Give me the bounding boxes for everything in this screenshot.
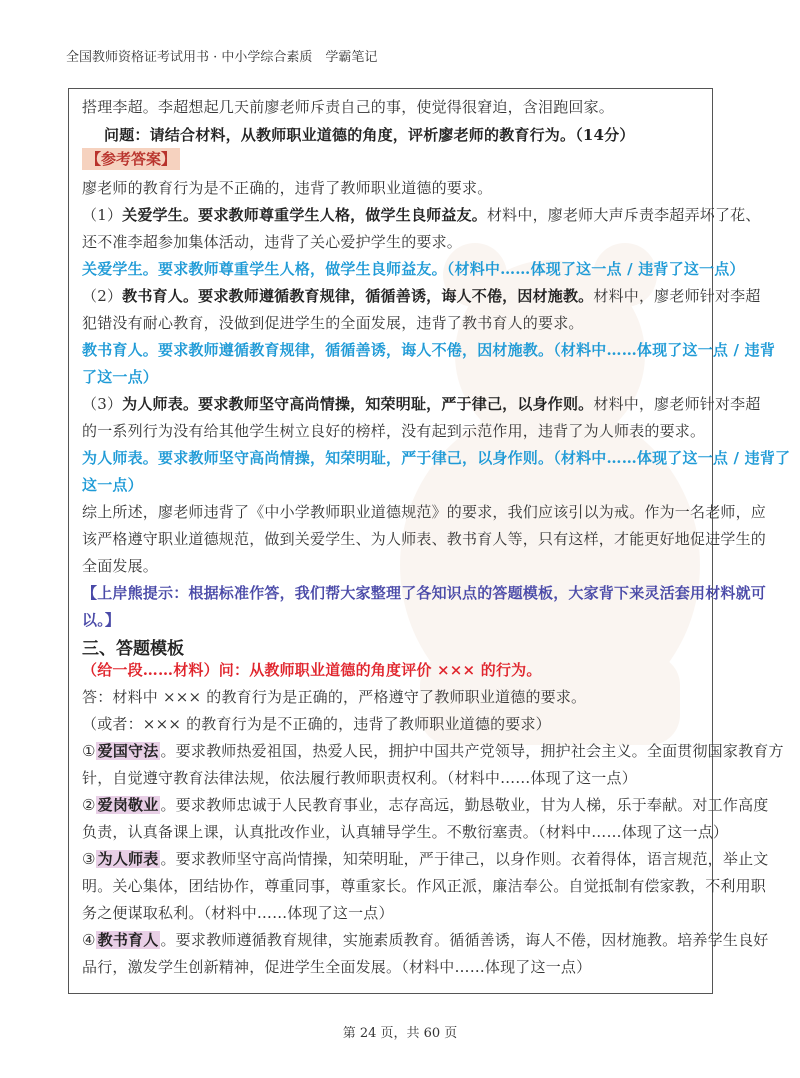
page-header: 全国教师资格证考试用书 · 中小学综合素质 学霸笔记 — [66, 50, 378, 65]
point-bold: 为人师表。要求教师坚守高尚情操，知荣明耻，严于律己，以身作则。 — [122, 395, 594, 413]
item-4-cont: 品行，激发学生创新精神，促进学生全面发展。（材料中……体现了这一点） — [82, 958, 592, 976]
point-2 — [82, 286, 761, 306]
item-num: ③ — [82, 850, 96, 868]
item-label: 教书育人 — [97, 931, 159, 949]
item-1-cont: 针，自觉遵守教育法律法规，依法履行教师职责权利。（材料中……体现了这一点） — [82, 769, 637, 787]
item-label: 爱国守法 — [97, 742, 159, 760]
item-label: 爱岗敬业 — [97, 796, 159, 814]
point-2-template: 教书育人。要求教师遵循教育规律，循循善诱，诲人不倦，因材施教。（材料中……体现了这一点 / 违背 — [82, 341, 776, 359]
item-num: ④ — [82, 931, 96, 949]
point-3-template-cont: 这一点） — [82, 476, 143, 494]
item-2 — [82, 795, 768, 815]
point-num: （2） — [82, 287, 123, 305]
item-2-cont: 负责，认真备课上课，认真批改作业，认真辅导学生。不敷衍塞责。（材料中……体现了这一点） — [82, 823, 729, 841]
point-num: （3） — [82, 395, 123, 413]
verdict-text: 廖老师的教育行为是不正确的，违背了教师职业道德的要求。 — [82, 179, 493, 197]
tip-line-1: 【上岸熊提示：根据标准作答，我们帮大家整理了各知识点的答题模板，大家背下来灵活套用材料就可 — [82, 584, 767, 602]
point-2-cont: 犯错没有耐心教育，没做到促进学生的全面发展，违背了教书育人的要求。 — [82, 314, 584, 332]
item-text: 。要求教师忠诚于人民教育事业，志存高远，勤恳敬业，甘为人梯，乐于奉献。对工作高度 — [160, 796, 769, 814]
point-text: 材料中，廖老师针对李超 — [593, 395, 761, 413]
page-number: 第 24 页，共 60 页 — [342, 1026, 458, 1041]
point-2-template-cont: 了这一点） — [82, 368, 159, 386]
point-1-cont: 还不准李超参加集体活动，违背了关心爱护学生的要求。 — [82, 233, 463, 251]
point-3-cont: 的一系列行为没有给其他学生树立良好的榜样，没有起到示范作用，违背了为人师表的要求。 — [82, 422, 706, 440]
point-text: 材料中，廖老师针对李超 — [593, 287, 761, 305]
point-bold: 关爱学生。要求教师尊重学生人格，做学生良师益友。 — [122, 206, 487, 224]
summary-line-3: 全面发展。 — [82, 557, 159, 575]
item-num: ② — [82, 796, 96, 814]
summary-line-1: 综上所述，廖老师违背了《中小学教师职业道德规范》的要求，我们应该引以为戒。作为一名老师，应 — [82, 503, 767, 521]
point-text: 材料中，廖老师大声斥责李超弄坏了花、 — [486, 206, 761, 224]
item-4 — [82, 930, 768, 950]
item-label: 为人师表 — [97, 850, 159, 868]
item-num: ① — [82, 742, 96, 760]
item-text: 。要求教师坚守高尚情操，知荣明耻，严于律己，以身作则。衣着得体，语言规范，举止文 — [160, 850, 769, 868]
tip-line-2: 以。】 — [82, 611, 121, 629]
point-1 — [82, 205, 761, 225]
item-3 — [82, 849, 768, 869]
template-answer-alt: （或者：××× 的教育行为是不正确的，违背了教师职业道德的要求） — [82, 715, 551, 733]
point-3-template: 为人师表。要求教师坚守高尚情操，知荣明耻，严于律己，以身作则。（材料中……体现了这一点 / 违背了 — [82, 449, 791, 467]
template-answer: 答：材料中 ××× 的教育行为是正确的，严格遵守了教师职业道德的要求。 — [82, 688, 587, 706]
material-text: 搭理李超。李超想起几天前廖老师斥责自己的事，使觉得很窘迫，含泪跑回家。 — [82, 98, 615, 116]
point-bold: 教书育人。要求教师遵循教育规律，循循善诱，诲人不倦，因材施教。 — [122, 287, 594, 305]
answer-tag: 【参考答案】 — [82, 148, 180, 170]
template-question: （给一段……材料）问：从教师职业道德的角度评价 ××× 的行为。 — [82, 661, 542, 679]
item-1 — [82, 741, 784, 761]
section-title: 三、答题模板 — [82, 639, 184, 659]
item-3-cont-2: 务之便谋取私利。（材料中……体现了这一点） — [82, 904, 394, 922]
summary-line-2: 该严格遵守职业道德规范，做到关爱学生、为人师表、教书育人等，只有这样，才能更好地促进学生的 — [82, 530, 767, 548]
item-text: 。要求教师遵循教育规律，实施素质教育。循循善诱，诲人不倦，因材施教。培养学生良好 — [160, 931, 769, 949]
point-num: （1） — [82, 206, 123, 224]
item-3-cont: 明。关心集体，团结协作，尊重同事，尊重家长。作风正派，廉洁奉公。自觉抵制有偿家教，不利用职 — [82, 877, 767, 895]
point-1-template: 关爱学生。要求教师尊重学生人格，做学生良师益友。（材料中……体现了这一点 / 违背了这一点） — [82, 260, 745, 278]
point-3 — [82, 394, 761, 414]
question-text: 问题：请结合材料，从教师职业道德的角度，评析廖老师的教育行为。（14分） — [104, 126, 635, 144]
item-text: 。要求教师热爱祖国，热爱人民，拥护中国共产党领导，拥护社会主义。全面贯彻国家教育方 — [160, 742, 784, 760]
